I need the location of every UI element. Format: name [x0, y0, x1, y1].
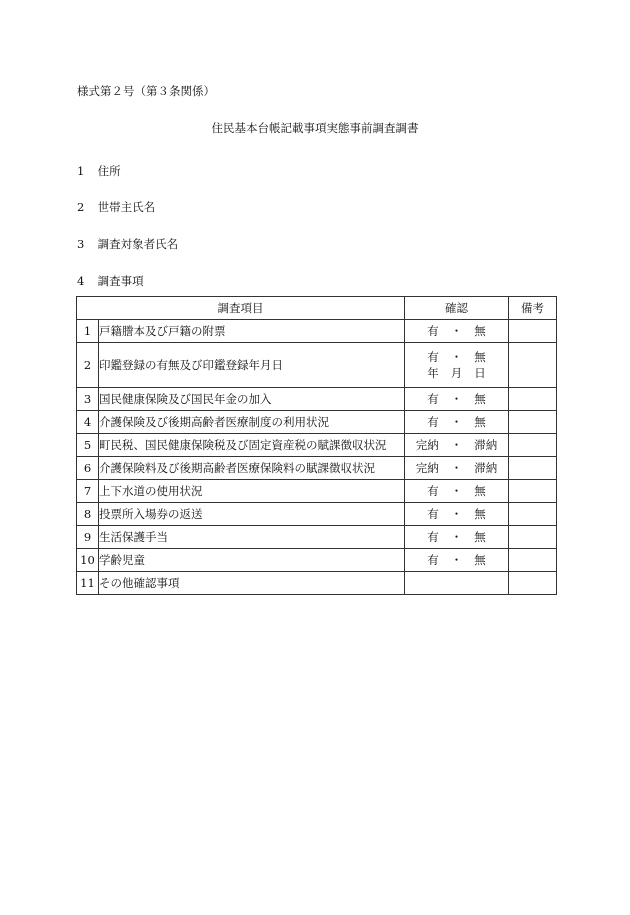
row-number: 4: [77, 411, 99, 434]
option-2: 滞納: [474, 438, 498, 452]
row-text: 町民税、国民健康保険税及び固定資産税の賦課徴収状況: [99, 434, 405, 457]
confirm-cell: [405, 480, 509, 503]
confirm-cell: [405, 572, 509, 595]
table-row: [77, 457, 557, 480]
option-1: 完納: [415, 461, 439, 475]
separator-dot: ・: [450, 438, 463, 452]
remarks-cell: [509, 457, 557, 480]
remarks-cell: [509, 411, 557, 434]
remarks-cell: [509, 503, 557, 526]
table-row: [77, 549, 557, 572]
item-label: 調査事項: [97, 274, 144, 288]
row-text: 生活保護手当: [99, 526, 405, 549]
table-row: [77, 480, 557, 503]
row-text: 投票所入場券の返送: [99, 503, 405, 526]
table-header-row: [77, 297, 557, 320]
option-2: 無: [474, 507, 486, 521]
row-number: 5: [77, 434, 99, 457]
option-2: 無: [474, 553, 486, 567]
row-text: 国民健康保険及び国民年金の加入: [99, 388, 405, 411]
separator-dot: ・: [450, 553, 463, 567]
option-1: 完納: [415, 438, 439, 452]
item-label: 世帯主氏名: [97, 200, 156, 214]
remarks-cell: [509, 343, 557, 388]
option-1: 有: [427, 484, 439, 498]
remarks-cell: [509, 549, 557, 572]
row-number: 9: [77, 526, 99, 549]
day-label: 日: [474, 366, 486, 380]
survey-table: [76, 296, 557, 595]
option-2: 滞納: [474, 461, 498, 475]
table-row: [77, 572, 557, 595]
confirm-cell: [405, 320, 509, 343]
table-row: [77, 526, 557, 549]
year-label: 年: [427, 366, 439, 380]
option-1: 有: [427, 507, 439, 521]
option-2: 無: [474, 530, 486, 544]
table-row: [77, 388, 557, 411]
row-number: 10: [77, 549, 99, 572]
item-subject-name: [77, 236, 178, 252]
remarks-cell: [509, 480, 557, 503]
remarks-cell: [509, 434, 557, 457]
row-number: 8: [77, 503, 99, 526]
option-1: 有: [427, 553, 439, 567]
separator-dot: ・: [450, 392, 463, 406]
item-number: 2: [77, 200, 85, 214]
separator-dot: ・: [450, 507, 463, 521]
row-text: 印鑑登録の有無及び印鑑登録年月日: [99, 343, 405, 388]
row-number: 7: [77, 480, 99, 503]
form-number: 様式第２号（第３条関係）: [77, 84, 215, 98]
confirm-cell: [405, 549, 509, 572]
separator-dot: ・: [450, 530, 463, 544]
item-label: 調査対象者氏名: [97, 237, 179, 251]
document-title: 住民基本台帳記載事項実態事前調査調書: [211, 121, 419, 135]
item-number: 4: [77, 274, 85, 288]
row-text: 学齢児童: [99, 549, 405, 572]
item-number: 3: [77, 237, 85, 251]
row-number: 2: [77, 343, 99, 388]
separator-dot: ・: [450, 484, 463, 498]
header-remarks: 備考: [509, 297, 557, 320]
header-item: 調査項目: [77, 297, 405, 320]
table-row: [77, 503, 557, 526]
remarks-cell: [509, 526, 557, 549]
remarks-cell: [509, 388, 557, 411]
item-label: 住所: [97, 164, 121, 178]
item-survey-matters: [77, 273, 144, 289]
table-row: [77, 320, 557, 343]
option-1: 有: [427, 530, 439, 544]
option-2: 無: [474, 484, 486, 498]
row-text: 戸籍謄本及び戸籍の附票: [99, 320, 405, 343]
confirm-cell: [405, 343, 509, 388]
option-1: 有: [427, 324, 439, 338]
separator-dot: ・: [450, 350, 463, 364]
option-1: 有: [427, 415, 439, 429]
table-row: [77, 434, 557, 457]
month-label: 月: [450, 366, 463, 380]
row-text: 上下水道の使用状況: [99, 480, 405, 503]
option-1: 有: [427, 350, 439, 364]
table-row: [77, 411, 557, 434]
item-household-head: [77, 199, 155, 215]
row-number: 3: [77, 388, 99, 411]
option-2: 無: [474, 415, 486, 429]
option-2: 無: [474, 392, 486, 406]
item-number: 1: [77, 164, 85, 178]
separator-dot: ・: [450, 461, 463, 475]
item-address: [77, 163, 121, 179]
row-number: 1: [77, 320, 99, 343]
row-text: その他確認事項: [99, 572, 405, 595]
remarks-cell: [509, 572, 557, 595]
remarks-cell: [509, 320, 557, 343]
option-2: 無: [474, 350, 486, 364]
separator-dot: ・: [450, 324, 463, 338]
confirm-cell: [405, 457, 509, 480]
row-text: 介護保険料及び後期高齢者医療保険料の賦課徴収状況: [99, 457, 405, 480]
row-number: 11: [77, 572, 99, 595]
confirm-cell: [405, 411, 509, 434]
row-number: 6: [77, 457, 99, 480]
confirm-cell: [405, 503, 509, 526]
row-text: 介護保険及び後期高齢者医療制度の利用状況: [99, 411, 405, 434]
table-row: [77, 343, 557, 388]
option-2: 無: [474, 324, 486, 338]
separator-dot: ・: [450, 415, 463, 429]
confirm-cell: [405, 526, 509, 549]
confirm-cell: [405, 434, 509, 457]
header-confirm: 確認: [405, 297, 509, 320]
option-1: 有: [427, 392, 439, 406]
confirm-cell: [405, 388, 509, 411]
